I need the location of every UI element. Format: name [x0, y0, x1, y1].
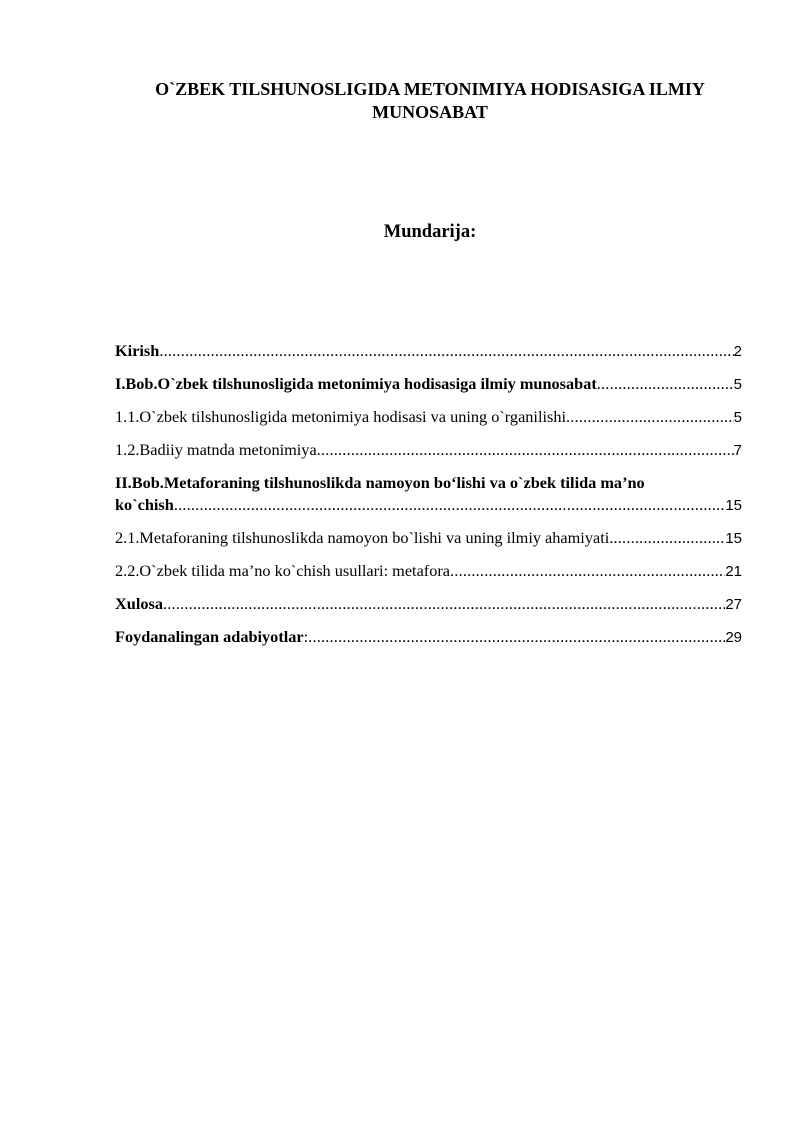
document-title-line-1: O`ZBEK TILSHUNOSLIGIDA METONIMIYA HODISASIGA ILMIY	[155, 79, 705, 99]
toc-page-number: 15	[725, 497, 742, 514]
toc-entry-chapter-1[interactable]	[115, 373, 742, 396]
toc-entry-text: ko`chish	[115, 495, 174, 514]
toc-leader-dots	[566, 406, 734, 428]
toc-entry-section-1-2[interactable]	[115, 439, 742, 462]
toc-leader-dots	[174, 494, 725, 516]
document-title-line-2: MUNOSABAT	[372, 102, 488, 122]
toc-leader-dots	[163, 593, 725, 615]
toc-entry-chapter-2[interactable]	[115, 472, 742, 517]
toc-page-number: 15	[725, 530, 742, 547]
toc-entry-suffix: :	[303, 627, 309, 646]
toc-entry-text: 1.2.Badiiy matnda metonimiya	[115, 440, 317, 459]
toc-page-number: 29	[725, 629, 742, 646]
toc-leader-dots	[609, 527, 725, 549]
toc-page-number: 5	[733, 376, 742, 393]
toc-entry-introduction[interactable]	[115, 340, 742, 363]
toc-entry-text: Xulosa	[115, 594, 163, 613]
toc-leader-dots	[597, 373, 734, 395]
toc-heading: Mundarija:	[383, 222, 477, 242]
toc-entry-section-2-2[interactable]	[115, 560, 742, 583]
toc-entry-references[interactable]	[115, 626, 742, 649]
toc-entry-text: 1.1.O`zbek tilshunosligida metonimiya hodisasi va uning o`rganilishi	[115, 407, 567, 426]
toc-entry-conclusion[interactable]	[115, 593, 742, 616]
toc-page-number: 27	[725, 596, 742, 613]
toc-leader-dots	[450, 560, 725, 582]
toc-entry-text-first-line: II.Bob.Metaforaning tilshunoslikda namoyon bo‘lishi va o`zbek tilida ma’no	[115, 473, 645, 492]
toc-page-number: 7	[733, 442, 742, 459]
table-of-contents	[115, 340, 742, 659]
toc-entry-text: I.Bob.O`zbek tilshunosligida metonimiya hodisasiga ilmiy munosabat	[115, 374, 597, 393]
toc-entry-section-1-1[interactable]	[115, 406, 742, 429]
toc-entry-text: Foydanalingan adabiyotlar	[115, 627, 304, 646]
document-title	[110, 78, 750, 124]
toc-leader-dots	[317, 439, 734, 461]
toc-entry-text: 2.1.Metaforaning tilshunoslikda namoyon bo`lishi va uning ilmiy ahamiyati	[115, 528, 610, 547]
toc-entry-section-2-1[interactable]	[115, 527, 742, 550]
toc-entry-text: 2.2.O`zbek tilida ma’no ko`chish usullari: metafora	[115, 561, 451, 580]
toc-entry-text: Kirish	[115, 341, 160, 360]
toc-page-number: 5	[733, 409, 742, 426]
toc-leader-dots	[308, 626, 725, 648]
toc-leader-dots	[159, 340, 733, 362]
toc-page-number: 21	[725, 563, 742, 580]
toc-page-number: 2	[733, 343, 742, 360]
